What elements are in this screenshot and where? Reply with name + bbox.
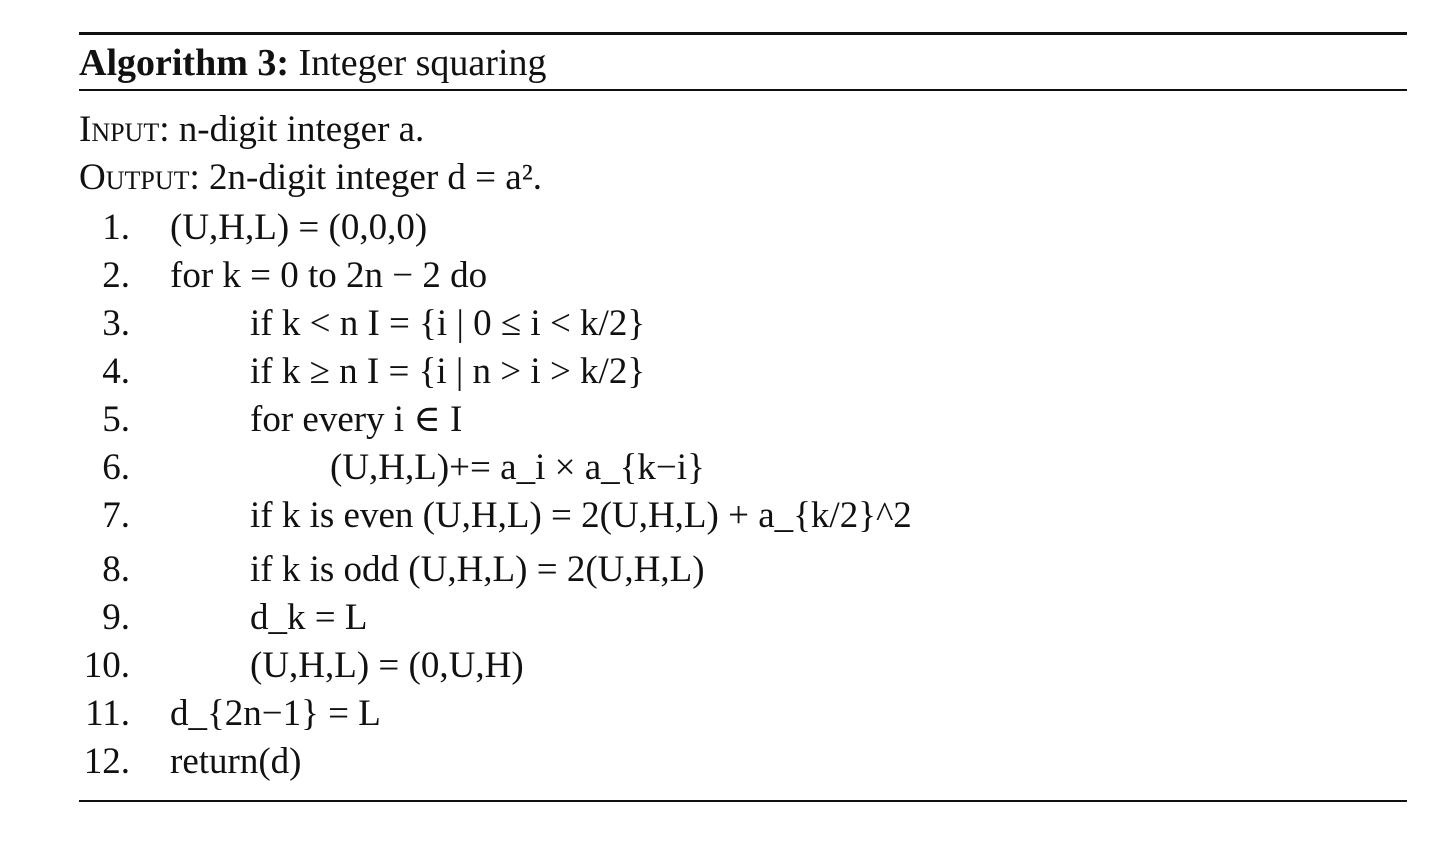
top-rule [79, 32, 1407, 35]
step-text: if k is odd (U,H,L) = 2(U,H,L) [250, 549, 705, 590]
step-number: 10. [83, 645, 130, 686]
step-number: 6. [102, 447, 130, 488]
input-line [79, 108, 424, 152]
step-number: 4. [102, 351, 130, 392]
output-line [79, 156, 542, 200]
step-text: for k = 0 to 2n − 2 do [170, 255, 488, 296]
caption-rule [79, 89, 1407, 91]
input-text: n-digit integer a. [178, 109, 425, 150]
step-text: (U,H,L) = (0,U,H) [250, 645, 524, 686]
step-text: d_k = L [250, 597, 368, 638]
algorithm-title: Integer squaring [298, 42, 547, 84]
step-text: if k is even (U,H,L) = 2(U,H,L) + a_{k/2}^2 [250, 495, 912, 536]
step-number: 3. [102, 303, 130, 344]
step-number: 2. [102, 255, 130, 296]
step-number: 7. [102, 495, 130, 536]
step-text: (U,H,L) = (0,0,0) [170, 207, 428, 248]
bottom-rule [79, 800, 1407, 802]
step-number: 12. [83, 741, 130, 782]
step-text: if k < n I = {i | 0 ≤ i < k/2} [250, 303, 646, 344]
algorithm-caption [79, 38, 547, 88]
step-number: 8. [102, 549, 130, 590]
output-text: 2n-digit integer d = a². [209, 157, 543, 198]
algorithm-label: Algorithm 3: [79, 42, 290, 84]
step-text: (U,H,L)+= a_i × a_{k−i} [330, 447, 705, 488]
step-number: 1. [102, 207, 130, 248]
step-number: 5. [102, 399, 130, 440]
step-text: return(d) [170, 741, 302, 782]
step-number: 11. [85, 693, 130, 734]
step-text: d_{2n−1} = L [170, 693, 381, 734]
step-text: for every i ∈ I [250, 399, 463, 440]
step-text: if k ≥ n I = {i | n > i > k/2} [250, 351, 646, 392]
output-keyword: Output: [79, 157, 200, 198]
input-keyword: Input: [79, 109, 170, 150]
step-number: 9. [102, 597, 130, 638]
